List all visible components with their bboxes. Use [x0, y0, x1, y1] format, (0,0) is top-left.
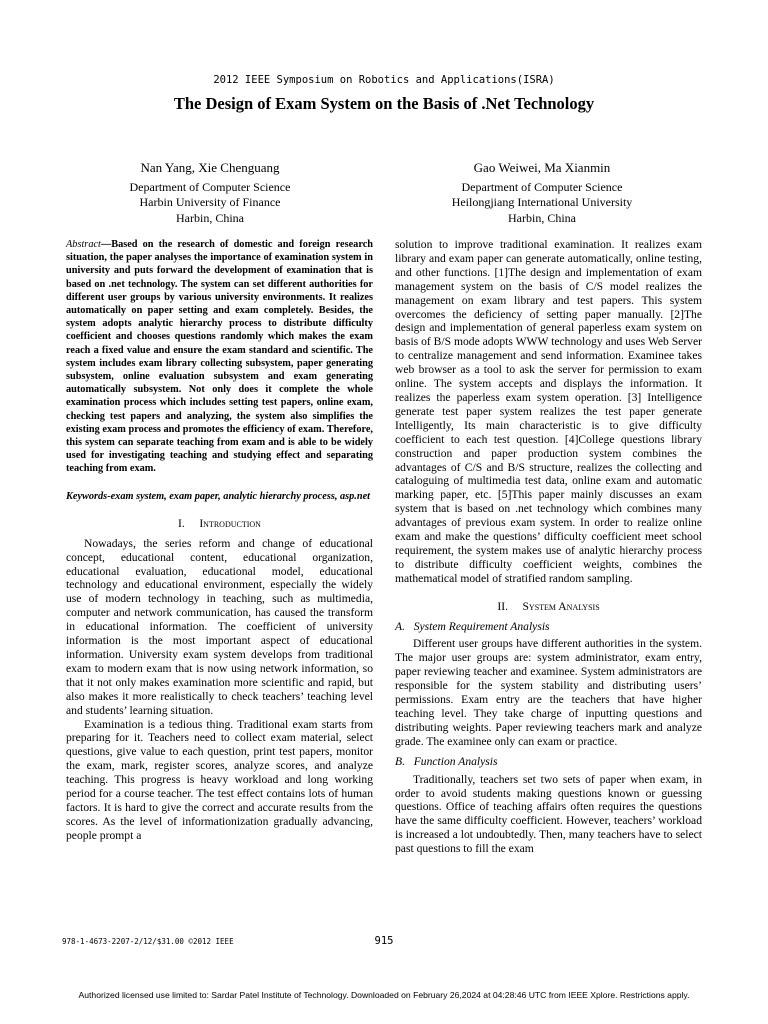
license-notice: Authorized licensed use limited to: Sardar Patel Institute of Technology. Downloaded on February 26,2024 at 04:28:46 UTC from IEEE Xplore. Restrictions apply. — [78, 990, 690, 1000]
left-column — [66, 238, 373, 843]
subsection-heading-a — [395, 620, 702, 634]
author-org: Heilongjiang International University — [451, 195, 633, 209]
section-number: I. — [178, 516, 185, 530]
author-dept: Department of Computer Science — [461, 179, 623, 194]
author-block-left — [60, 160, 360, 226]
author-dept: Department of Computer Science — [129, 179, 291, 194]
subsection-title: System Requirement Analysis — [413, 619, 550, 633]
section-number: II. — [497, 599, 508, 613]
section-heading-introduction — [66, 517, 373, 531]
paper-title: The Design of Exam System on the Basis of .Net Technology — [173, 94, 595, 113]
subsection-label: B. — [395, 754, 405, 768]
section-title: Introduction — [199, 516, 261, 530]
keywords: Keywords-exam system, exam paper, analytic hierarchy process, asp.net — [66, 490, 371, 502]
author-org: Harbin University of Finance — [139, 195, 281, 209]
author-location: Harbin, China — [176, 210, 244, 225]
author-names: Gao Weiwei, Ma Xianmin — [473, 160, 611, 175]
author-location: Harbin, China — [508, 210, 576, 225]
intro-paragraph-2: Examination is a tedious thing. Traditional exam starts from preparing for it. Teachers need to collect exam material, select questions, give value to each question, print test papers, monitor the exam, mark, register scores, analyze scores, and analyze teaching. This progress is heavy workload and long working period for a course teacher. The test effect contains lots of human factors. It is hard to give the correct and accurate results from the scores. As the level of informationization gradually advancing, people prompt a — [66, 717, 373, 842]
subsection-label: A. — [395, 619, 405, 633]
subsection-heading-b — [395, 755, 702, 769]
abstract-text: —Based on the research of domestic and foreign research situation, the paper analyses the importance of examination system in university and puts forward the development of examination that is based on .net technology. The system can set different authorities for different user groups by various university environments. It realizes automatically on paper setting and exam completely. Besides, the system adopts analytic hierarchy process to distribute difficulty coefficient and chooses questions randomly which makes the exam reach a fixed value and ensure the exam standard and scientific. The system includes exam library collecting subsystem, paper generating subsystem, online evaluation subsystem and exam generating automatically subsystem. Not only does it complete the whole examination process which includes setting test papers, online exam, checking test papers and analyzing, the system also simplifies the existing exam process and promotes the efficiency of exam. Therefore, this system can separate teaching from exam and is able to be widely used for investigating teaching and studying effect and separating teaching from exam. — [66, 239, 373, 475]
subsection-title: Function Analysis — [413, 754, 498, 768]
section-title: System Analysis — [522, 599, 600, 613]
isbn-footer: 978-1-4673-2207-2/12/$31.00 ©2012 IEEE — [62, 937, 234, 946]
intro-paragraph-1: Nowadays, the series reform and change of educational concept, educational content, educational organization, educational evaluation, educational model, educational technology and educational environment, especially the widely use of modern technology in teaching, such as multimedia, computer and network communication, has caused the transform in educational information. The coefficient of university information is the most important aspect of educational information. University exam system develops from traditional exam to modern exam that is now using network information, so that it not only makes examination more scientific and rapid, but also makes it more realistically to check teachers’ teaching level and students’ learning situation. — [66, 536, 373, 717]
author-names: Nan Yang, Xie Chenguang — [140, 160, 280, 175]
section-heading-system-analysis — [395, 600, 702, 614]
subsection-a-paragraph: Different user groups have different authorities in the system. The major user groups are: system administrator, exam entry, paper reviewing teacher and examinee. System administrators are responsible for the system stability and distributing users’ permissions. Exam entry are the teachers that have higher teaching level. They take charge of inputting questions and distributing weights. Paper reviewing teachers mark and analyze grade. The examinee only can exam or practice. — [395, 637, 702, 748]
right-paragraph-1: solution to improve traditional examination. It realizes exam library and exam paper can generate automatically, online testing, and other functions. [1]The design and implementation of exam management system on the basis of C/S model realizes the management on exam library and test papers. This system overcomes the deficiency of setting paper manually. [2]The design and implementation of general paperless exam system on basis of B/S mode adopts WWW technology and uses Web Server to centralize management and send information. Examinee takes web browser as a tool to ask the server for permission to exam online. The system accepts and displays the information. It realizes the paperless exam system operation. [3] Intelligence generate test paper system realizes the test paper generate Intelligently, Its main characteristic is to give difficulty coefficient to each test question. [4]College questions library construction and paper production system combines the advantages of C/S and B/S structure, realizes the collecting and cataloguing of multimedia test data, online exam and automatic marking paper, etc. [5]This paper mainly discusses an exam system that is based on .net technology which combines many advantages of previous exam system. In order to realize online exam and make the questions’ difficulty coefficient meet school requirement, the system makes use of analytic hierarchy process to distribute difficulty coefficient weights, combines the mathematical model of stratified random sampling. — [395, 238, 702, 585]
subsection-b-paragraph: Traditionally, teachers set two sets of paper when exam, in order to avoid students making questions known or guessing questions. Office of teaching affairs often requires the questions have the same difficulty coefficient. However, teachers’ workload is increased a lot undoubtedly. Then, many teachers have to select past questions to fill the exam — [395, 772, 702, 856]
conference-header: 2012 IEEE Symposium on Robotics and Applications(ISRA) — [213, 74, 555, 86]
page-number: 915 — [374, 935, 394, 947]
right-column — [395, 238, 702, 856]
abstract-label: Abstract — [66, 239, 101, 250]
abstract — [66, 238, 373, 476]
author-block-right — [392, 160, 692, 226]
